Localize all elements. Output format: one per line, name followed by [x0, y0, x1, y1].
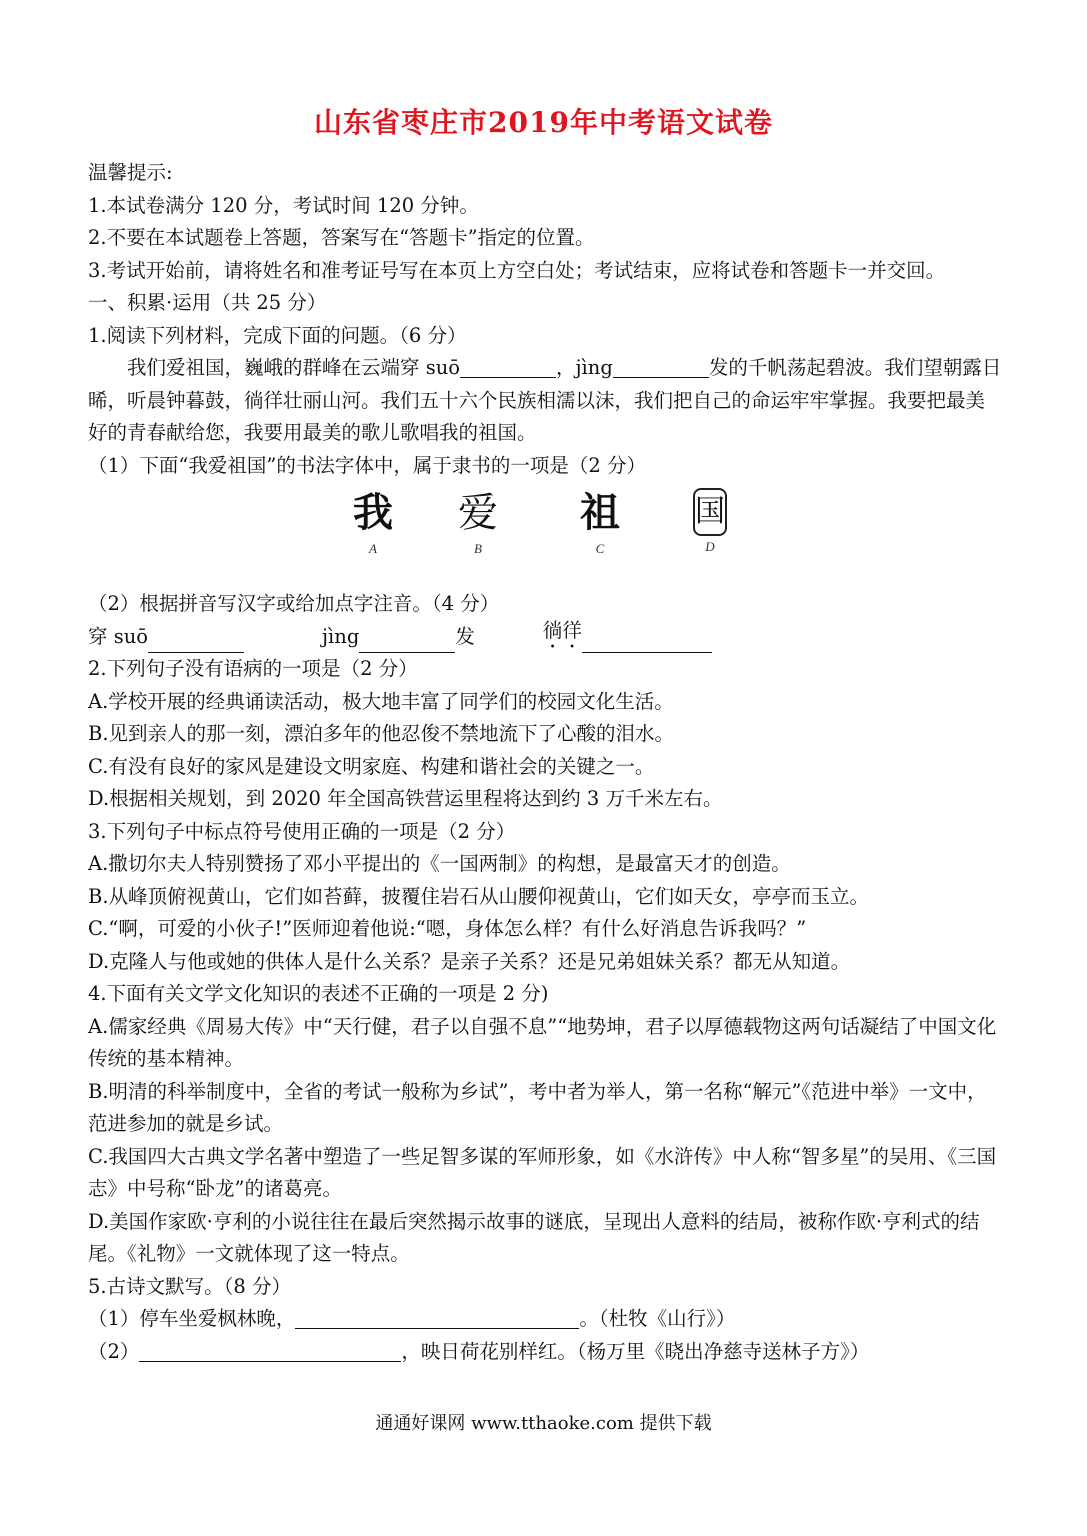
question-2-option-a: A.学校开展的经典诵读活动，极大地丰富了同学们的校园文化生活。 [88, 689, 674, 713]
recitation-1-suffix: 。（杜牧《山行》） [579, 1307, 736, 1330]
pinyin-blanks-row [88, 621, 1002, 654]
calligraphy-options [88, 488, 1002, 588]
question-4-option-d: D.美国作家欧·亨利的小说往往在最后突然揭示故事的谜底，呈现出人意料的结局，被称作欧·亨利式的结尾。《礼物》一文就体现了这一特点。 [88, 1209, 980, 1265]
answer-blank-jing[interactable] [613, 355, 709, 378]
calligraphy-option-b[interactable] [438, 488, 518, 560]
calligraphy-option-d[interactable] [670, 488, 750, 558]
recitation-2-suffix: ，映日荷花别样红。（杨万里《晓出净慈寺送林子方》） [401, 1339, 870, 1363]
question-1-passage [88, 352, 1002, 450]
passage-part-3: 发的千帆荡起碧波。我们望朝露日晞，听晨钟暮鼓，徜徉壮丽山河。我们五十六个民族相濡以沫，我们把自己的命运牢牢掌握。我要把最美好的青春献给您，我要用最美的歌儿歌唱我的祖国。 [88, 356, 1002, 444]
question-4-option-c: C.我国四大古典文学名著中塑造了一些足智多谋的军师形象，如《水浒传》中人称“智多星”的吴用、《三国志》中号称“卧龙”的诸葛亮。 [88, 1144, 997, 1200]
answer-blank-2[interactable] [359, 630, 455, 653]
exam-content [88, 157, 1002, 1368]
recitation-1-prefix: （1）停车坐爱枫林晚， [88, 1307, 296, 1330]
tip-2: 2.不要在本试题卷上答题，答案写在“答题卡”指定的位置。 [88, 226, 595, 249]
passage-part-1: 我们爱祖国，巍峨的群峰在云端穿 suō [127, 356, 461, 379]
option-letter: D [705, 539, 715, 554]
blank-1-label: 穿 suō [88, 624, 149, 648]
calligraphy-char: 国 [693, 488, 727, 536]
question-5-stem: 5.古诗文默写。（8 分） [88, 1274, 291, 1298]
question-3-option-c: C.“啊，可爱的小伙子!”医师迎着他说:“嗯，身体怎么样？有什么好消息告诉我吗？” [88, 917, 807, 940]
recitation-line-1 [88, 1303, 1002, 1336]
calligraphy-char: 爱 [458, 490, 498, 535]
exam-title: 山东省枣庄市2019年中考语文试卷 [314, 106, 773, 139]
option-letter: A [369, 541, 377, 556]
question-1-stem: 1.阅读下列材料，完成下面的问题。（6 分） [88, 323, 467, 347]
answer-blank-1[interactable] [148, 630, 244, 653]
question-4-option-b: B.明清的科举制度中，全省的考试一般称为乡试”，考中者为举人，第一名称“解元”《范进中举》一文中，范进参加的就是乡试。 [88, 1079, 987, 1135]
answer-blank-3[interactable] [582, 630, 712, 653]
recitation-line-2 [88, 1336, 1002, 1369]
calligraphy-char: 祖 [580, 490, 620, 536]
question-1-sub-2: （2）根据拼音写汉字或给加点字注音。（4 分） [88, 592, 500, 615]
tip-3: 3.考试开始前，请将姓名和准考证号写在本页上方空白处；考试结束，应将试卷和答题卡一并交回。 [88, 258, 946, 282]
tip-1: 1.本试卷满分 120 分，考试时间 120 分钟。 [88, 193, 479, 217]
question-4-stem: 4.下面有关文学文化知识的表述不正确的一项是 2 分) [88, 982, 549, 1005]
question-3-option-a: A.撒切尔夫人特别赞扬了邓小平提出的《一国两制》的构想，是最富天才的创造。 [88, 852, 791, 875]
option-letter: B [474, 541, 482, 556]
question-3-option-d: D.克隆人与他或她的供体人是什么关系？是亲子关系？还是兄弟姐妹关系？都无从知道。 [88, 949, 851, 973]
question-2-option-b: B.见到亲人的那一刻，漂泊多年的他忍俊不禁地流下了心酸的泪水。 [88, 722, 675, 745]
blank-2-label: jìng [322, 624, 360, 648]
question-3-stem: 3.下列句子中标点符号使用正确的一项是（2 分） [88, 819, 516, 843]
question-2-option-c: C.有没有良好的家风是建设文明家庭、构建和谐社会的关键之一。 [88, 754, 655, 778]
passage-part-2: ，jìng [556, 356, 613, 379]
blank-3-label: 徜徉 [542, 619, 582, 642]
tips-header: 温馨提示: [88, 161, 173, 184]
calligraphy-option-a[interactable] [333, 488, 413, 560]
blank-2-suffix: 发 [455, 624, 475, 648]
calligraphy-option-c[interactable] [560, 488, 640, 560]
page-footer: 通通好课网 www.tthaoke.com 提供下载 [375, 1413, 712, 1434]
question-2-option-d: D.根据相关规划，到 2020 年全国高铁营运里程将达到约 3 万千米左右。 [88, 787, 723, 810]
question-2-stem: 2.下列句子没有语病的一项是（2 分） [88, 657, 418, 680]
recitation-2-prefix: （2） [88, 1339, 140, 1363]
answer-blank-suo[interactable] [460, 355, 556, 378]
section-heading: 一、积累·运用（共 25 分） [88, 291, 327, 314]
question-3-option-b: B.从峰顶俯视黄山，它们如苔藓，披覆住岩石从山腰仰视黄山，它们如天女，亭亭而玉立。 [88, 884, 870, 908]
recitation-blank-1[interactable] [295, 1306, 579, 1329]
option-letter: C [595, 541, 605, 556]
recitation-blank-2[interactable] [139, 1339, 401, 1362]
question-4-option-a: A.儒家经典《周易大传》中“天行健，君子以自强不息”“地势坤，君子以厚德载物这两句话凝结了中国文化传统的基本精神。 [88, 1014, 997, 1070]
calligraphy-char: 我 [353, 490, 393, 536]
question-1-sub-1: （1）下面“我爱祖国”的书法字体中，属于隶书的一项是（2 分） [88, 453, 646, 477]
